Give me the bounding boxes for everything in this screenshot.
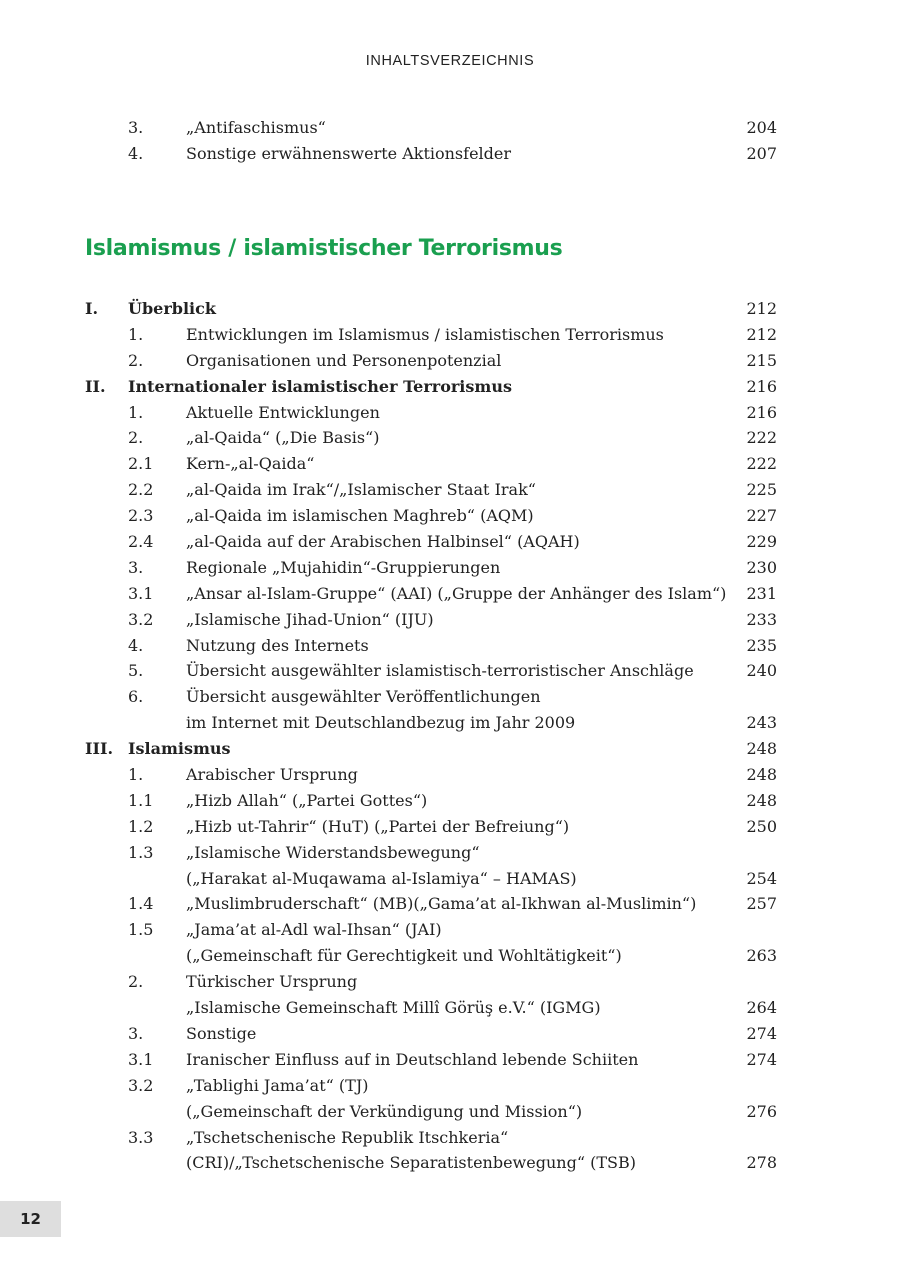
- toc-entry-number: 2.1: [128, 454, 154, 474]
- toc-entry: [85, 451, 780, 477]
- toc-entry: [85, 658, 780, 684]
- toc-entry-number: 3.2: [128, 609, 154, 629]
- toc-entry-page: 225: [746, 480, 777, 500]
- toc-entry-page: 274: [746, 1049, 777, 1069]
- toc-entry-page: 212: [746, 299, 777, 318]
- toc-entry: [85, 684, 780, 710]
- toc-entry-title: Überblick: [128, 299, 216, 318]
- toc-entry-page: 207: [746, 143, 777, 163]
- toc-entry: [85, 840, 780, 866]
- toc-entry-number: 1.1: [128, 790, 154, 810]
- toc-entry-number: 3.1: [128, 583, 154, 603]
- toc-section-entry: [85, 296, 780, 322]
- toc-entry-page: 240: [746, 661, 777, 681]
- toc-entry-title: „al-Qaida im islamischen Maghreb“ (AQM): [186, 506, 534, 526]
- toc-entry-number: 3.2: [128, 1075, 154, 1095]
- toc-entry-page: 227: [746, 506, 777, 526]
- toc-entry: [85, 1073, 780, 1099]
- toc-entry-title: („Gemeinschaft der Verkündigung und Mission“): [186, 1101, 583, 1121]
- toc-entry-number: 2.2: [128, 480, 154, 500]
- toc-entry-title: „Ansar al-Islam-Gruppe“ (AAI) („Gruppe der Anhänger des Islam“): [186, 583, 727, 603]
- toc-entry-title: Iranischer Einfluss auf in Deutschland lebende Schiiten: [186, 1049, 639, 1069]
- toc-entry-page: 204: [746, 118, 777, 137]
- toc-entry: [85, 710, 780, 736]
- toc-entry-page: 264: [746, 998, 777, 1018]
- toc-entry-title: „Hizb Allah“ („Partei Gottes“): [186, 790, 428, 810]
- toc-entry-number: 1.4: [128, 894, 154, 914]
- page-number-tab: [0, 1201, 61, 1237]
- page-number: 12: [20, 1210, 41, 1228]
- toc-list-top: [85, 115, 780, 167]
- toc-entry: [85, 1099, 780, 1125]
- toc-entry-title: „Islamische Jihad-Union“ (IJU): [186, 609, 434, 629]
- toc-entry-page: 278: [746, 1153, 777, 1173]
- toc-entry: [85, 581, 780, 607]
- toc-entry-page: 229: [746, 532, 777, 552]
- toc-entry-number: 1.: [128, 324, 144, 344]
- toc-entry-number: 1.: [128, 765, 144, 785]
- toc-entry: [85, 555, 780, 581]
- toc-entry: [85, 814, 780, 840]
- toc-entry-title: „Islamische Gemeinschaft Millî Görüş e.V.“ (IGMG): [186, 998, 601, 1018]
- toc-section-entry: [85, 736, 780, 762]
- toc-entry: [85, 115, 780, 141]
- toc-entry-title: „Muslimbruderschaft“ (MB)(„Gama’at al-Ikhwan al-Muslimin“): [186, 894, 697, 914]
- toc-entry-title: Übersicht ausgewählter Veröffentlichungen: [186, 687, 541, 707]
- toc-entry-page: 276: [746, 1101, 777, 1121]
- toc-entry-number: 1.5: [128, 920, 154, 940]
- toc-entry-page: 222: [746, 428, 777, 448]
- toc-entry-page: 235: [746, 635, 777, 655]
- toc-entry-title: Internationaler islamistischer Terrorismus: [128, 376, 512, 396]
- toc-section-entry: [85, 374, 780, 400]
- toc-entry-number: 3.: [128, 118, 144, 137]
- toc-entry-number: 2.3: [128, 506, 154, 526]
- toc-entry-number: 3.: [128, 1023, 144, 1043]
- toc-entry-title: (CRI)/„Tschetschenische Separatistenbewegung“ (TSB): [186, 1153, 636, 1173]
- toc-entry: [85, 477, 780, 503]
- toc-entry-number: 3.3: [128, 1127, 154, 1147]
- toc-entry-page: 248: [746, 765, 777, 785]
- toc-entry-title: „Tablighi Jama’at“ (TJ): [186, 1075, 369, 1095]
- toc-entry-page: 212: [746, 324, 777, 344]
- toc-entry-number: 2.: [128, 428, 144, 448]
- toc-entry-page: 257: [746, 894, 777, 914]
- toc-entry-title: „al-Qaida im Irak“/„Islamischer Staat Irak“: [186, 480, 536, 500]
- toc-entry: [85, 141, 780, 167]
- toc-entry: [85, 917, 780, 943]
- toc-entry-number: 5.: [128, 661, 144, 681]
- toc-entry: [85, 503, 780, 529]
- toc-entry: [85, 400, 780, 426]
- toc-entry-page: 231: [746, 583, 777, 603]
- toc-entry-number: 3.1: [128, 1049, 154, 1069]
- toc-entry: [85, 425, 780, 451]
- toc-entry-title: „Islamische Widerstandsbewegung“: [186, 842, 480, 862]
- toc-entry-title: Islamismus: [128, 739, 231, 759]
- toc-entry: [85, 348, 780, 374]
- toc-entry-page: 250: [746, 816, 777, 836]
- toc-entry: [85, 322, 780, 348]
- toc-entry-title: Regionale „Mujahidin“-Gruppierungen: [186, 557, 501, 577]
- toc-entry: [85, 1150, 780, 1176]
- toc-entry-page: 233: [746, 609, 777, 629]
- toc-roman-numeral: III.: [85, 739, 114, 759]
- toc-entry-number: 6.: [128, 687, 144, 707]
- toc-roman-numeral: II.: [85, 376, 106, 396]
- toc-entry-title: Kern-„al-Qaida“: [186, 454, 315, 474]
- toc-entry: [85, 633, 780, 659]
- running-header: INHALTSVERZEICHNIS: [365, 53, 535, 69]
- toc-entry-page: 216: [746, 402, 777, 422]
- toc-entry-page: 248: [746, 739, 777, 759]
- toc-entry-page: 274: [746, 1023, 777, 1043]
- toc-entry: [85, 1125, 780, 1151]
- toc-entry-number: 4.: [128, 635, 144, 655]
- toc-entry: [85, 995, 780, 1021]
- toc-entry-title: Türkischer Ursprung: [186, 972, 358, 992]
- toc-entry-title: Arabischer Ursprung: [186, 765, 358, 785]
- toc-entry-page: 230: [746, 557, 777, 577]
- toc-entry: [85, 1047, 780, 1073]
- toc-entry-title: Sonstige erwähnenswerte Aktionsfelder: [186, 143, 512, 163]
- toc-entry-title: „Tschetschenische Republik Itschkeria“: [186, 1127, 509, 1147]
- toc-entry-title: Aktuelle Entwicklungen: [186, 402, 380, 422]
- toc-entry: [85, 943, 780, 969]
- toc-entry-title: „Hizb ut-Tahrir“ (HuT) („Partei der Befreiung“): [186, 816, 570, 836]
- toc-entry-number: 1.3: [128, 842, 154, 862]
- toc-roman-numeral: I.: [85, 299, 99, 318]
- toc-entry-number: 1.2: [128, 816, 154, 836]
- toc-entry-title: „al-Qaida“ („Die Basis“): [186, 428, 380, 448]
- toc-entry-title: „Antifaschismus“: [186, 118, 326, 137]
- toc-entry-page: 215: [746, 350, 777, 370]
- toc-entry-page: 216: [746, 376, 777, 396]
- toc-entry-number: 2.: [128, 350, 144, 370]
- toc-entry-title: Übersicht ausgewählter islamistisch-terroristischer Anschläge: [186, 661, 694, 681]
- toc-entry-page: 243: [746, 713, 777, 733]
- toc-entry-title: Organisationen und Personenpotenzial: [186, 350, 502, 370]
- toc-entry-title: „al-Qaida auf der Arabischen Halbinsel“ (AQAH): [186, 532, 580, 552]
- toc-entry: [85, 866, 780, 892]
- toc-entry-number: 2.: [128, 972, 144, 992]
- toc-entry-title: „Jama’at al-Adl wal-Ihsan“ (JAI): [186, 920, 442, 940]
- toc-entry-title: Entwicklungen im Islamismus / islamistischen Terrorismus: [186, 324, 664, 344]
- toc-entry-page: 254: [746, 868, 777, 888]
- toc-entry: [85, 762, 780, 788]
- toc-entry-number: 4.: [128, 143, 144, 163]
- toc-entry-title: im Internet mit Deutschlandbezug im Jahr 2009: [186, 713, 576, 733]
- toc-entry-page: 248: [746, 790, 777, 810]
- section-heading: Islamismus / islamistischer Terrorismus: [85, 236, 563, 261]
- toc-entry-number: 1.: [128, 402, 144, 422]
- toc-entry: [85, 529, 780, 555]
- toc-entry-title: („Harakat al-Muqawama al-Islamiya“ – HAMAS): [186, 868, 577, 888]
- toc-entry-title: Sonstige: [186, 1023, 257, 1043]
- toc-entry: [85, 1021, 780, 1047]
- toc-entry-title: („Gemeinschaft für Gerechtigkeit und Wohltätigkeit“): [186, 946, 622, 966]
- toc-entry: [85, 891, 780, 917]
- toc-entry: [85, 788, 780, 814]
- toc-entry-title: Nutzung des Internets: [186, 635, 369, 655]
- toc-entry-number: 3.: [128, 557, 144, 577]
- toc-entry-page: 222: [746, 454, 777, 474]
- toc-list-main: [85, 296, 780, 1176]
- toc-entry-page: 263: [746, 946, 777, 966]
- toc-entry: [85, 969, 780, 995]
- toc-entry-number: 2.4: [128, 532, 154, 552]
- toc-entry: [85, 607, 780, 633]
